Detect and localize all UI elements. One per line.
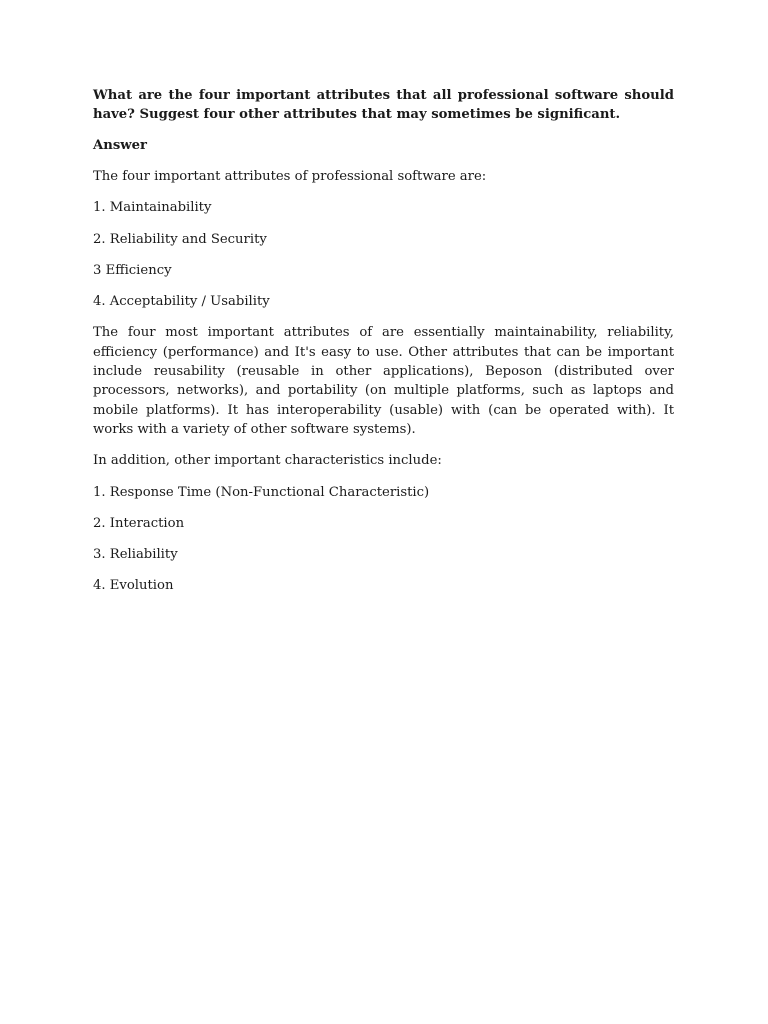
intro-text: The four important attributes of professional software are:	[93, 169, 487, 184]
list-item: 1. Maintainability	[93, 200, 212, 216]
list-item: 2. Reliability and Security	[93, 231, 267, 247]
addition-intro-text: In addition, other important characteristics include:	[93, 453, 442, 469]
list-item: 4. Evolution	[93, 578, 174, 594]
list-item: 3 Efficiency	[93, 262, 172, 278]
list-item: 4. Acceptability / Usability	[93, 294, 270, 310]
document-page	[93, 86, 674, 608]
question-text: What are the four important attributes that all professional software should have? Suggest four other attributes that may sometimes be significant.	[93, 88, 674, 122]
list-item: 2. Interaction	[93, 515, 185, 531]
list-item: 1. Response Time (Non-Functional Characteristic)	[93, 484, 430, 500]
list-item: 3. Reliability	[93, 547, 178, 563]
answer-heading: Answer	[93, 138, 147, 153]
explanation-paragraph: The four most important attributes of are essentially maintainability, reliability, efficiency (performance) and It's easy to use. Other attributes that can be important include reusability (reusable in other applications), Beposon (distributed over processors, networks), and portability (on multiple platforms, such as laptops and mobile platforms). It has interoperability (usable) with (can be operated with). It works with a variety of other software systems).	[93, 325, 674, 437]
